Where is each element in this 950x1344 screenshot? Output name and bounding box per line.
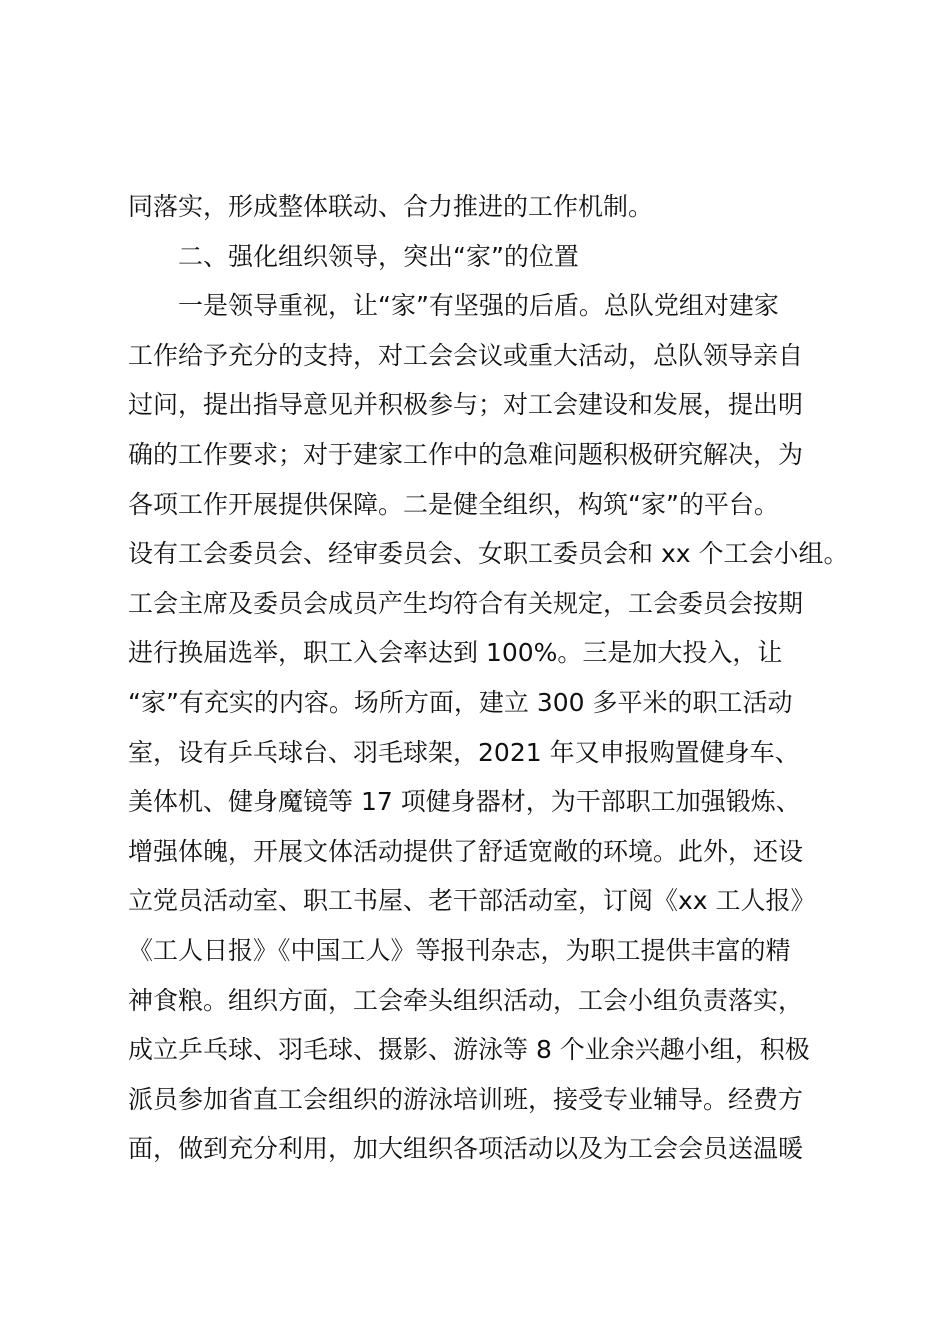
text-line: 面，做到充分利用，加大组织各项活动以及为工会会员送温暖 <box>128 1134 804 1164</box>
text-line: 成立乒乓球、羽毛球、摄影、游泳等 8 个业余兴趣小组，积极 <box>128 1035 810 1065</box>
text-line: 过问，提出指导意见并积极参与；对工会建设和发展，提出明 <box>128 390 804 420</box>
text-line: “家”有充实的内容。场所方面，建立 300 多平米的职工活动 <box>128 687 793 717</box>
text-line: 增强体魄，开展文体活动提供了舒适宽敞的环境。此外，还设 <box>128 836 804 866</box>
text-line: 各项工作开展提供保障。二是健全组织，构筑“家”的平台。 <box>128 489 779 519</box>
text-line: 美体机、健身魔镜等 17 项健身器材，为干部职工加强锻炼、 <box>128 787 801 817</box>
body-text <box>0 182 950 1174</box>
text-line: 同落实，形成整体联动、合力推进的工作机制。 <box>128 192 654 221</box>
text-line: 进行换届选举，职工入会率达到 100%。三是加大投入，让 <box>128 638 783 668</box>
text-line: 一是领导重视，让“家”有坚强的后盾。总队党组对建家 <box>178 291 779 321</box>
text-line: 《工人日报》《中国工人》等报刊杂志，为职工提供丰富的精 <box>128 935 791 965</box>
text-line: 确的工作要求；对于建家工作中的急难问题积极研究解决，为 <box>128 439 804 469</box>
text-line: 室，设有乒乓球台、羽毛球架，2021 年又申报购置健身车、 <box>128 737 800 767</box>
text-line: 设有工会委员会、经审委员会、女职工委员会和 xx 个工会小组。 <box>128 539 849 569</box>
text-line: 神食粮。组织方面，工会牵头组织活动，工会小组负责落实， <box>128 985 804 1015</box>
text-line: 工会主席及委员会成员产生均符合有关规定，工会委员会按期 <box>128 588 804 618</box>
text-line: 工作给予充分的支持，对工会会议或重大活动，总队领导亲自 <box>128 340 804 370</box>
text-line: 派员参加省直工会组织的游泳培训班，接受专业辅导。经费方 <box>128 1084 804 1114</box>
section-heading: 二、强化组织领导，突出“家”的位置 <box>178 241 579 271</box>
text-line: 立党员活动室、职工书屋、老干部活动室，订阅《xx 工人报》 <box>128 886 816 916</box>
